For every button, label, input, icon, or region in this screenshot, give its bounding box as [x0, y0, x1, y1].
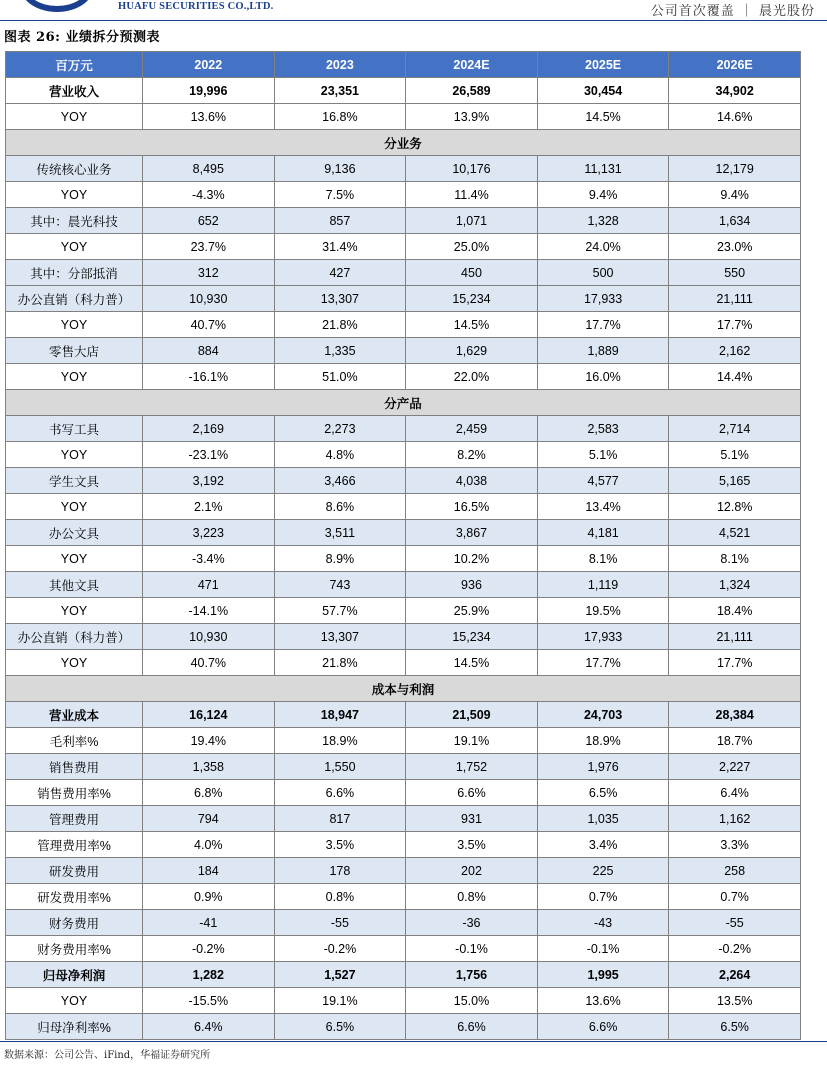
page-header: [0, 0, 827, 22]
value-cell: 178: [274, 858, 406, 884]
value-cell: 9,136: [274, 156, 406, 182]
header-cell: 2025E: [537, 52, 669, 78]
table-row: [6, 754, 801, 780]
value-cell: 8.6%: [274, 494, 406, 520]
row-label: 财务费用率%: [6, 936, 143, 962]
report-tag: 公司首次覆盖 ｜ 晨光股份: [650, 4, 815, 19]
value-cell: 8.1%: [669, 546, 801, 572]
row-label: 归母净利润: [6, 962, 143, 988]
value-cell: 17.7%: [669, 312, 801, 338]
value-cell: 2,714: [669, 416, 801, 442]
value-cell: 3.5%: [274, 832, 406, 858]
value-cell: 13.4%: [537, 494, 669, 520]
value-cell: 450: [406, 260, 538, 286]
table-row: [6, 520, 801, 546]
value-cell: 1,282: [143, 962, 275, 988]
row-label: YOY: [6, 598, 143, 624]
value-cell: 16.8%: [274, 104, 406, 130]
value-cell: 1,162: [669, 806, 801, 832]
value-cell: 57.7%: [274, 598, 406, 624]
section-header-row: [6, 390, 801, 416]
value-cell: 24,703: [537, 702, 669, 728]
value-cell: 14.6%: [669, 104, 801, 130]
value-cell: 6.5%: [274, 1014, 406, 1040]
value-cell: 1,071: [406, 208, 538, 234]
table-row: [6, 650, 801, 676]
value-cell: 17.7%: [537, 312, 669, 338]
section-label: 分产品: [6, 390, 801, 416]
value-cell: 18,947: [274, 702, 406, 728]
value-cell: -36: [406, 910, 538, 936]
value-cell: 28,384: [669, 702, 801, 728]
table-row: [6, 546, 801, 572]
value-cell: 0.7%: [537, 884, 669, 910]
value-cell: -16.1%: [143, 364, 275, 390]
table-row: [6, 494, 801, 520]
table-row: [6, 78, 801, 104]
value-cell: 6.6%: [406, 1014, 538, 1040]
value-cell: 0.7%: [669, 884, 801, 910]
value-cell: 5,165: [669, 468, 801, 494]
value-cell: 21,509: [406, 702, 538, 728]
value-cell: 652: [143, 208, 275, 234]
value-cell: 15,234: [406, 624, 538, 650]
value-cell: 3,192: [143, 468, 275, 494]
table-row: [6, 156, 801, 182]
value-cell: 23.0%: [669, 234, 801, 260]
value-cell: 26,589: [406, 78, 538, 104]
value-cell: 794: [143, 806, 275, 832]
value-cell: 2,583: [537, 416, 669, 442]
value-cell: 936: [406, 572, 538, 598]
value-cell: 1,335: [274, 338, 406, 364]
table-row: [6, 780, 801, 806]
value-cell: -55: [274, 910, 406, 936]
table-row: [6, 702, 801, 728]
value-cell: 1,752: [406, 754, 538, 780]
row-label: 销售费用率%: [6, 780, 143, 806]
value-cell: 12.8%: [669, 494, 801, 520]
value-cell: 34,902: [669, 78, 801, 104]
value-cell: 500: [537, 260, 669, 286]
value-cell: 13,307: [274, 286, 406, 312]
value-cell: 1,324: [669, 572, 801, 598]
value-cell: 1,976: [537, 754, 669, 780]
table-row: [6, 598, 801, 624]
value-cell: 202: [406, 858, 538, 884]
value-cell: 3,511: [274, 520, 406, 546]
value-cell: 2,169: [143, 416, 275, 442]
value-cell: 312: [143, 260, 275, 286]
value-cell: 258: [669, 858, 801, 884]
row-label: 办公直销（科力普）: [6, 286, 143, 312]
value-cell: 16.5%: [406, 494, 538, 520]
value-cell: -23.1%: [143, 442, 275, 468]
value-cell: 13.6%: [537, 988, 669, 1014]
value-cell: 5.1%: [537, 442, 669, 468]
header-cell: 2022: [143, 52, 275, 78]
row-label: 其中：分部抵消: [6, 260, 143, 286]
row-label: YOY: [6, 234, 143, 260]
table-row: [6, 104, 801, 130]
value-cell: 4,577: [537, 468, 669, 494]
value-cell: 1,358: [143, 754, 275, 780]
value-cell: 1,550: [274, 754, 406, 780]
header-divider: [0, 20, 827, 21]
table-row: [6, 624, 801, 650]
value-cell: 6.5%: [537, 780, 669, 806]
value-cell: 1,527: [274, 962, 406, 988]
value-cell: 6.5%: [669, 1014, 801, 1040]
value-cell: 4,521: [669, 520, 801, 546]
value-cell: 18.7%: [669, 728, 801, 754]
value-cell: 6.6%: [274, 780, 406, 806]
value-cell: 2,227: [669, 754, 801, 780]
table-row: [6, 364, 801, 390]
value-cell: 13.9%: [406, 104, 538, 130]
value-cell: 3,466: [274, 468, 406, 494]
table-row: [6, 962, 801, 988]
row-label: 销售费用: [6, 754, 143, 780]
value-cell: 3.5%: [406, 832, 538, 858]
value-cell: 3,223: [143, 520, 275, 546]
value-cell: 23,351: [274, 78, 406, 104]
table-row: [6, 910, 801, 936]
table-body: [6, 78, 801, 1040]
value-cell: 2,162: [669, 338, 801, 364]
row-label: 管理费用: [6, 806, 143, 832]
value-cell: 19.1%: [274, 988, 406, 1014]
table-row: [6, 416, 801, 442]
value-cell: 15,234: [406, 286, 538, 312]
value-cell: -43: [537, 910, 669, 936]
row-label: 财务费用: [6, 910, 143, 936]
value-cell: 8.2%: [406, 442, 538, 468]
table-row: [6, 728, 801, 754]
value-cell: 931: [406, 806, 538, 832]
value-cell: 4.0%: [143, 832, 275, 858]
value-cell: 12,179: [669, 156, 801, 182]
row-label: YOY: [6, 494, 143, 520]
value-cell: 25.0%: [406, 234, 538, 260]
value-cell: 51.0%: [274, 364, 406, 390]
value-cell: -0.1%: [537, 936, 669, 962]
value-cell: 11.4%: [406, 182, 538, 208]
table-row: [6, 286, 801, 312]
value-cell: -0.2%: [143, 936, 275, 962]
table-row: [6, 312, 801, 338]
header-cell: 2024E: [406, 52, 538, 78]
table-header-row: [6, 52, 801, 78]
value-cell: 16.0%: [537, 364, 669, 390]
header-cell: 百万元: [6, 52, 143, 78]
huafu-logo-icon: [20, 0, 94, 12]
value-cell: 8.1%: [537, 546, 669, 572]
value-cell: 2,264: [669, 962, 801, 988]
value-cell: 18.9%: [274, 728, 406, 754]
row-label: 管理费用率%: [6, 832, 143, 858]
value-cell: 10,930: [143, 624, 275, 650]
source-note: 数据来源：公司公告、iFind，华福证券研究所: [4, 1050, 211, 1061]
value-cell: 427: [274, 260, 406, 286]
table-row: [6, 572, 801, 598]
table-row: [6, 832, 801, 858]
table-row: [6, 858, 801, 884]
row-label: YOY: [6, 650, 143, 676]
value-cell: 2,459: [406, 416, 538, 442]
value-cell: 0.8%: [406, 884, 538, 910]
value-cell: 0.9%: [143, 884, 275, 910]
value-cell: 1,629: [406, 338, 538, 364]
row-label: 办公直销（科力普）: [6, 624, 143, 650]
value-cell: 6.8%: [143, 780, 275, 806]
table-row: [6, 1014, 801, 1040]
value-cell: 40.7%: [143, 312, 275, 338]
row-label: YOY: [6, 312, 143, 338]
table-row: [6, 338, 801, 364]
value-cell: -15.5%: [143, 988, 275, 1014]
value-cell: 8.9%: [274, 546, 406, 572]
value-cell: 14.5%: [406, 312, 538, 338]
value-cell: 18.4%: [669, 598, 801, 624]
header-cell: 2023: [274, 52, 406, 78]
value-cell: 4.8%: [274, 442, 406, 468]
value-cell: -3.4%: [143, 546, 275, 572]
value-cell: 6.6%: [406, 780, 538, 806]
table-row: [6, 936, 801, 962]
value-cell: 19.1%: [406, 728, 538, 754]
value-cell: 22.0%: [406, 364, 538, 390]
value-cell: 184: [143, 858, 275, 884]
value-cell: 17.7%: [537, 650, 669, 676]
value-cell: 4,181: [537, 520, 669, 546]
forecast-table: [5, 51, 801, 1040]
row-label: YOY: [6, 182, 143, 208]
value-cell: 3,867: [406, 520, 538, 546]
value-cell: 1,995: [537, 962, 669, 988]
table-row: [6, 182, 801, 208]
row-label: 营业收入: [6, 78, 143, 104]
row-label: 归母净利率%: [6, 1014, 143, 1040]
value-cell: 24.0%: [537, 234, 669, 260]
value-cell: 1,035: [537, 806, 669, 832]
section-label: 成本与利润: [6, 676, 801, 702]
value-cell: 8,495: [143, 156, 275, 182]
figure-title: 图表 26: 业绩拆分预测表: [4, 30, 160, 45]
value-cell: 2,273: [274, 416, 406, 442]
section-label: 分业务: [6, 130, 801, 156]
footer-divider: [0, 1041, 827, 1042]
value-cell: 25.9%: [406, 598, 538, 624]
value-cell: 40.7%: [143, 650, 275, 676]
table-row: [6, 208, 801, 234]
value-cell: 1,119: [537, 572, 669, 598]
value-cell: 817: [274, 806, 406, 832]
row-label: 书写工具: [6, 416, 143, 442]
value-cell: 31.4%: [274, 234, 406, 260]
row-label: 营业成本: [6, 702, 143, 728]
value-cell: 30,454: [537, 78, 669, 104]
row-label: 其他文具: [6, 572, 143, 598]
value-cell: 18.9%: [537, 728, 669, 754]
value-cell: 9.4%: [669, 182, 801, 208]
value-cell: -55: [669, 910, 801, 936]
value-cell: -41: [143, 910, 275, 936]
value-cell: 6.6%: [537, 1014, 669, 1040]
value-cell: 5.1%: [669, 442, 801, 468]
value-cell: 23.7%: [143, 234, 275, 260]
value-cell: 19.5%: [537, 598, 669, 624]
row-label: 学生文具: [6, 468, 143, 494]
value-cell: 10,176: [406, 156, 538, 182]
table-row: [6, 806, 801, 832]
value-cell: 21,111: [669, 624, 801, 650]
value-cell: 21.8%: [274, 312, 406, 338]
value-cell: -0.2%: [274, 936, 406, 962]
value-cell: -14.1%: [143, 598, 275, 624]
value-cell: 6.4%: [669, 780, 801, 806]
row-label: 其中：晨光科技: [6, 208, 143, 234]
row-label: YOY: [6, 546, 143, 572]
value-cell: 4,038: [406, 468, 538, 494]
value-cell: 9.4%: [537, 182, 669, 208]
value-cell: 21.8%: [274, 650, 406, 676]
section-header-row: [6, 676, 801, 702]
value-cell: 14.5%: [537, 104, 669, 130]
value-cell: 15.0%: [406, 988, 538, 1014]
value-cell: 13.6%: [143, 104, 275, 130]
value-cell: 884: [143, 338, 275, 364]
value-cell: 14.4%: [669, 364, 801, 390]
value-cell: -0.2%: [669, 936, 801, 962]
row-label: YOY: [6, 442, 143, 468]
value-cell: 550: [669, 260, 801, 286]
value-cell: -0.1%: [406, 936, 538, 962]
value-cell: 1,889: [537, 338, 669, 364]
value-cell: 2.1%: [143, 494, 275, 520]
value-cell: 1,634: [669, 208, 801, 234]
table-row: [6, 234, 801, 260]
table-row: [6, 988, 801, 1014]
value-cell: 17,933: [537, 286, 669, 312]
value-cell: 743: [274, 572, 406, 598]
row-label: YOY: [6, 104, 143, 130]
value-cell: 1,756: [406, 962, 538, 988]
value-cell: 19,996: [143, 78, 275, 104]
value-cell: 6.4%: [143, 1014, 275, 1040]
value-cell: 17.7%: [669, 650, 801, 676]
table-row: [6, 442, 801, 468]
company-name-en: HUAFU SECURITIES CO.,LTD.: [118, 1, 274, 12]
row-label: 传统核心业务: [6, 156, 143, 182]
value-cell: 0.8%: [274, 884, 406, 910]
value-cell: 3.4%: [537, 832, 669, 858]
value-cell: 16,124: [143, 702, 275, 728]
row-label: 办公文具: [6, 520, 143, 546]
table-row: [6, 884, 801, 910]
value-cell: 471: [143, 572, 275, 598]
value-cell: 1,328: [537, 208, 669, 234]
value-cell: 13,307: [274, 624, 406, 650]
value-cell: 17,933: [537, 624, 669, 650]
value-cell: 10.2%: [406, 546, 538, 572]
row-label: 零售大店: [6, 338, 143, 364]
table-row: [6, 468, 801, 494]
value-cell: 10,930: [143, 286, 275, 312]
row-label: YOY: [6, 364, 143, 390]
section-header-row: [6, 130, 801, 156]
value-cell: 19.4%: [143, 728, 275, 754]
value-cell: 225: [537, 858, 669, 884]
value-cell: -4.3%: [143, 182, 275, 208]
value-cell: 857: [274, 208, 406, 234]
value-cell: 7.5%: [274, 182, 406, 208]
value-cell: 3.3%: [669, 832, 801, 858]
row-label: 毛利率%: [6, 728, 143, 754]
value-cell: 13.5%: [669, 988, 801, 1014]
row-label: YOY: [6, 988, 143, 1014]
table-row: [6, 260, 801, 286]
value-cell: 14.5%: [406, 650, 538, 676]
row-label: 研发费用: [6, 858, 143, 884]
value-cell: 11,131: [537, 156, 669, 182]
value-cell: 21,111: [669, 286, 801, 312]
header-cell: 2026E: [669, 52, 801, 78]
row-label: 研发费用率%: [6, 884, 143, 910]
